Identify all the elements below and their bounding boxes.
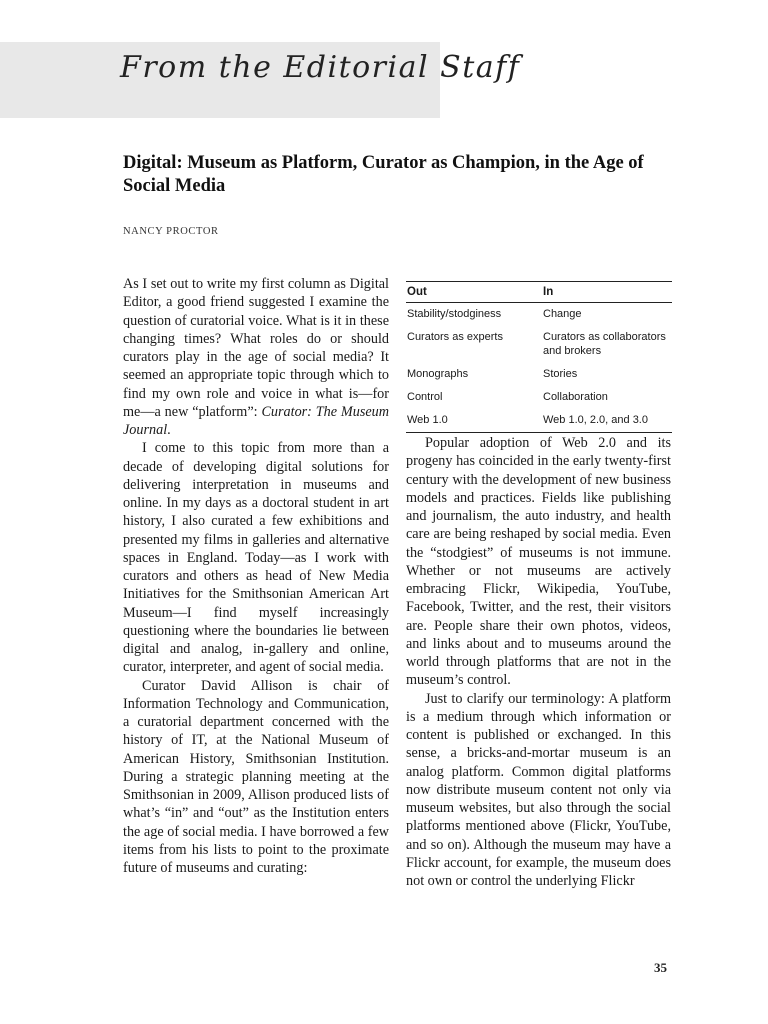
table-cell: Stories: [543, 368, 578, 380]
table-header-in: In: [542, 282, 672, 303]
left-column: [123, 275, 389, 877]
section-title: From the Editorial Staff: [120, 50, 521, 85]
table-row: [406, 386, 672, 409]
table-cell: Web 1.0, 2.0, and 3.0: [542, 409, 672, 433]
in-out-table: [406, 281, 672, 433]
table-cell: Curators as collaborators and brokers: [543, 331, 666, 357]
paragraph-4: Popular adoption of Web 2.0 and its progeny has coincided in the early twenty-first century with the development of new business models and practices. Fields like publishing and journalism, the auto industry, and health care are being reshaped by social media. Even the “stodgiest” of museums is not immune. Whether or not museums are actively embracing Flickr, Wikipedia, YouTube, Facebook, Twitter, and the rest, their visitors are. People share their own photos, videos, and links about and to museums around the world through platforms that are not in the museum’s control.: [406, 435, 671, 689]
section-banner: [0, 42, 521, 118]
table-header-row: [406, 282, 672, 303]
table-row: [406, 326, 672, 363]
table-cell: Web 1.0: [406, 409, 542, 433]
table-header-out: Out: [406, 282, 542, 303]
paragraph-1-text: As I set out to write my first column as Digital Editor, a good friend suggested I examine the question of curatorial voice. What is it in these changing times? What roles do or should curators play in the age of social media? It seemed an appropriate topic through which to find my own role and voice in what is—for me—a new “platform”:: [123, 276, 389, 420]
table-row: [406, 303, 672, 327]
paragraph-5: Just to clarify our terminology: A platform is a medium through which information or content is published or exchanged. In this sense, a bricks-and-mortar museum is an analog platform. Common digital platforms now distribute museum content not only via museum websites, but also through the social platforms mentioned above (Flickr, YouTube, and so on). Although the museum may have a Flickr account, for example, the museum does not own or control the underlying Flickr: [406, 690, 671, 889]
table-cell: Collaboration: [543, 391, 608, 403]
table-cell: Change: [543, 308, 582, 320]
paragraph-2: I come to this topic from more than a decade of developing digital solutions for delivering interpretation in museums and online. In my days as a doctoral student in art history, I also curated a few exhibitions and presented my films in galleries and alternative spaces in England. Today—as I work with curators and others as head of New Media Initiatives for the Smithsonian American Art Museum—I find myself increasingly questioning where the boundaries lie between digital and analog, in-gallery and online, curator, interpreter, and agent of social media.: [123, 440, 389, 676]
journal-title: Curator: The Museum Journal: [123, 403, 389, 438]
table-row: [406, 363, 672, 386]
article-author: NANCY PROCTOR: [123, 226, 219, 237]
article-title: Digital: Museum as Platform, Curator as Champion, in the Age of Social Media: [123, 153, 644, 196]
paragraph-1-end: .: [167, 422, 171, 438]
right-column: [406, 434, 671, 890]
page-number: 35: [654, 960, 667, 975]
table-cell: Curators as experts: [407, 331, 503, 343]
table-cell: Monographs: [407, 368, 469, 380]
table-row: [406, 409, 672, 433]
table-cell: Control: [407, 391, 443, 403]
paragraph-3: Curator David Allison is chair of Information Technology and Communication, a curatorial department concerned with the history of IT, at the National Museum of American History, Smithsonian Institution. During a strategic planning meeting at the Smithsonian in 2009, Allison produced lists of what’s “in” and “out” as the Institution enters the age of social media. I have borrowed a few items from his lists to point to the proximate future of museums and curating:: [123, 677, 389, 876]
paragraph-1: [123, 275, 389, 439]
table-cell: Stability/stodginess: [407, 308, 502, 320]
